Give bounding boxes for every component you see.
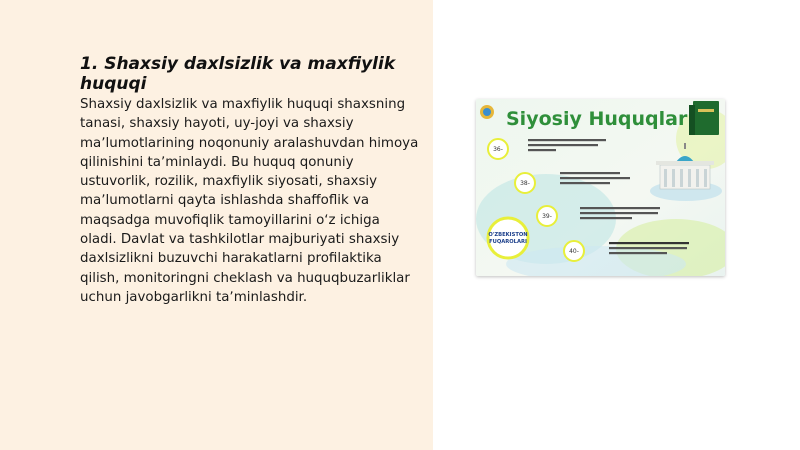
svg-text:FUQAROLARI: FUQAROLARI	[489, 239, 527, 245]
svg-text:36-: 36-	[493, 146, 503, 153]
poster-graphic	[476, 99, 725, 276]
book-icon	[689, 101, 719, 135]
slide-title: 1. Shaxsiy daxlsizlik va maxfiylik huquqi	[80, 54, 396, 94]
svg-text:39-: 39-	[542, 213, 552, 220]
svg-text:O'ZBEKISTON: O'ZBEKISTON	[488, 232, 528, 238]
poster-image	[476, 99, 725, 276]
svg-text:40-: 40-	[569, 248, 579, 255]
svg-text:38-: 38-	[520, 180, 530, 187]
citizens-badge	[488, 218, 528, 258]
slide-body-text: Shaxsiy daxlsizlik va maxfiylik huquqi shaxsning tanasi, shaxsiy hayoti, uy-joyi va shaxsiy maʼlumotlarining noqonuniy aralashuvdan himoya qilinishini taʼminlaydi. Bu huquq qonuniy ustuvorlik, rozilik, maxfiylik siyosati, shaxsiy maʼlumotlarni qayta ishlashda shaffoflik va maqsadga muvofiqlik tamoyillarini oʻz ichiga oladi. Davlat va tashkilotlar majburiyati shaxsiy daxlsizlikni buzuvchi harakatlarni profilaktika qilish, monitoringni cheklash va huquqbuzarliklar uchun javobgarlikni taʼminlashdir.	[80, 97, 419, 305]
poster-title: Siyosiy Huquqlar	[506, 108, 688, 130]
